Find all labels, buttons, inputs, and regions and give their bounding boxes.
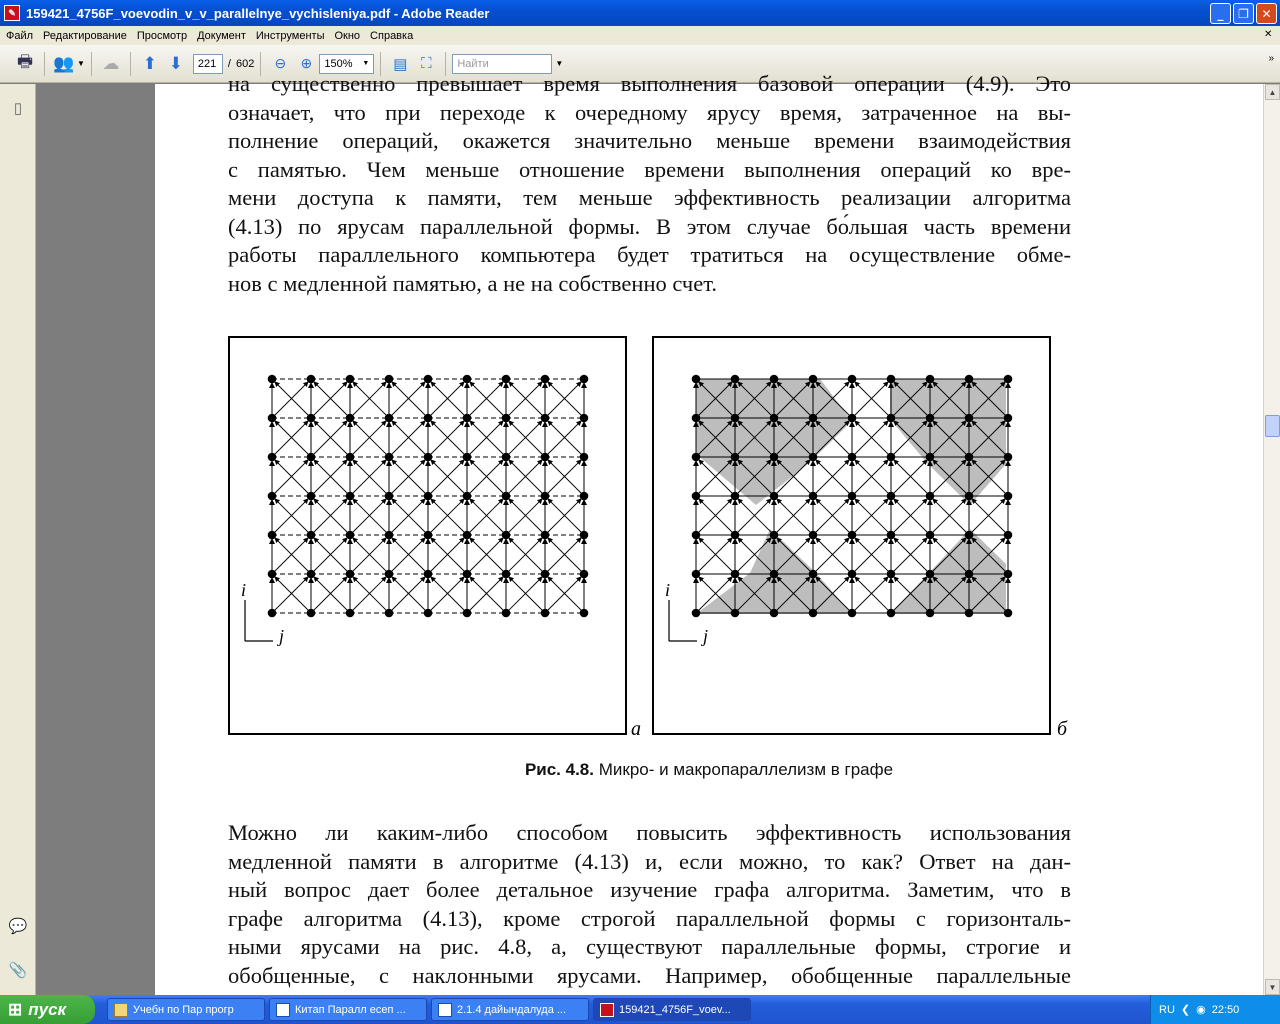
graph-node xyxy=(1004,609,1013,618)
graph-node xyxy=(965,609,974,618)
graph-node xyxy=(268,609,277,618)
text-line: Можно ли каким-либо способом повысить эффективность использования xyxy=(228,820,1071,845)
graph-node xyxy=(848,609,857,618)
graph-node xyxy=(385,609,394,618)
scroll-thumb[interactable] xyxy=(1265,415,1280,437)
toolbar-expand-icon[interactable]: » xyxy=(1268,53,1274,64)
graph-node xyxy=(1004,453,1013,462)
figure-4-8 xyxy=(155,324,1263,784)
pdf-icon xyxy=(600,1003,614,1017)
paragraph-2 xyxy=(228,819,1071,990)
panel-b-axis-j: j xyxy=(703,626,709,646)
prev-page-icon[interactable]: ⬆ xyxy=(142,53,158,73)
collab-icon[interactable]: ☁ xyxy=(102,53,120,73)
share-dropdown-icon[interactable]: ▼ xyxy=(77,59,85,68)
graph-node xyxy=(502,609,511,618)
text-line: мени доступа к памяти, тем меньше эффективность реализации алгоритма xyxy=(228,185,1071,210)
panel-a-axis-i: i xyxy=(241,580,247,600)
language-indicator[interactable]: RU xyxy=(1159,1003,1175,1016)
restore-button[interactable]: ❐ xyxy=(1233,3,1254,24)
graph-node xyxy=(731,609,740,618)
graph-node xyxy=(580,414,589,423)
share-icon[interactable]: 👥 xyxy=(53,53,75,73)
minimize-button[interactable]: _ xyxy=(1210,3,1231,24)
close-button[interactable]: ✕ xyxy=(1256,3,1277,24)
taskbar-item-adobe-reader[interactable] xyxy=(593,998,751,1021)
caption-text: Микро- и макропараллелизм в графе xyxy=(598,760,894,779)
text-line: означает, что при переходе к очередному ярусу время, затраченное на вы- xyxy=(228,99,1071,125)
task-label: Учебн по Пар прогр xyxy=(133,1003,234,1016)
menu-window[interactable]: Окно xyxy=(334,29,361,42)
graph-node xyxy=(1004,492,1013,501)
graph-node xyxy=(770,609,779,618)
task-label: 2.1.4 дайындалуда ... xyxy=(457,1003,567,1016)
next-page-icon[interactable]: ⬇ xyxy=(168,53,184,73)
task-label: 159421_4756F_voev... xyxy=(619,1003,731,1016)
find-dropdown-icon[interactable]: ▼ xyxy=(555,59,564,68)
title-bar xyxy=(0,0,1280,26)
taskbar xyxy=(0,995,1280,1024)
graph-node xyxy=(580,570,589,579)
fit-width-icon[interactable]: ▤ xyxy=(393,55,408,73)
panel-b-label: б xyxy=(1057,718,1068,740)
page-number-input[interactable]: 221 xyxy=(193,54,223,74)
taskbar-item-folder[interactable] xyxy=(107,998,265,1021)
task-label: Китап Паралл есеп ... xyxy=(295,1003,406,1016)
page-total: 602 xyxy=(235,57,255,70)
start-label: пуск xyxy=(28,999,67,1019)
graph-node xyxy=(809,609,818,618)
fit-page-icon[interactable]: ⛶ xyxy=(421,55,432,72)
text-line: медленной памяти в алгоритме (4.13) и, если можно, то как? Ответ на дан- xyxy=(228,848,1071,874)
text-line: нов с медленной памятью, а не на собственно счет. xyxy=(228,270,717,296)
zoom-out-icon[interactable]: ⊖ xyxy=(274,55,287,71)
system-tray xyxy=(1150,995,1280,1024)
zoom-in-icon[interactable]: ⊕ xyxy=(300,55,313,71)
graph-node xyxy=(887,609,896,618)
zoom-dropdown-icon: ▼ xyxy=(362,60,370,67)
attachments-icon[interactable]: 📎 xyxy=(8,962,28,979)
vertical-scrollbar[interactable] xyxy=(1263,84,1280,995)
folder-icon xyxy=(114,1003,128,1017)
panel-b-axis-i: i xyxy=(665,580,671,600)
text-line: графе алгоритма (4.13), кроме строгой параллельной формы с горизонталь- xyxy=(228,905,1071,931)
navigation-pane xyxy=(0,84,36,995)
scroll-down-arrow[interactable]: ▼ xyxy=(1265,979,1280,995)
print-icon[interactable]: 🖶 xyxy=(16,52,34,71)
pdf-app-icon: ✎ xyxy=(4,5,20,21)
graph-node xyxy=(580,609,589,618)
graph-node xyxy=(580,453,589,462)
taskbar-item-word-2[interactable] xyxy=(431,998,589,1021)
panel-a-axis-j: j xyxy=(279,626,285,646)
graph-node xyxy=(580,531,589,540)
menu-document[interactable]: Документ xyxy=(197,29,246,42)
text-line: обобщенные, с наклонными ярусами. Например, обобщенные параллельные xyxy=(228,962,1071,988)
menu-edit[interactable]: Редактирование xyxy=(43,29,127,42)
menu-bar xyxy=(0,26,1280,45)
window-title: 159421_4756F_voevodin_v_v_parallelnye_vychisleniya.pdf - Adobe Reader xyxy=(26,5,490,21)
graph-node xyxy=(1004,570,1013,579)
comments-icon[interactable]: 💬 xyxy=(8,918,28,935)
graph-node xyxy=(346,609,355,618)
pages-icon[interactable]: ▯ xyxy=(13,100,23,117)
panel-a-label: а xyxy=(631,718,641,740)
text-line: полнение операций, окажется значительно меньше времени взаимодействия xyxy=(228,128,1071,153)
scroll-up-arrow[interactable]: ▲ xyxy=(1265,84,1280,100)
graph-node xyxy=(1004,375,1013,384)
zoom-value: 150% xyxy=(324,57,353,70)
text-line: с памятью. Чем меньше отношение времени выполнения операций ко вре- xyxy=(228,156,1071,182)
paragraph-1 xyxy=(228,70,1071,298)
graph-node xyxy=(580,375,589,384)
figure-caption xyxy=(155,760,1263,780)
menu-file[interactable]: Файл xyxy=(6,29,34,42)
graph-node xyxy=(424,609,433,618)
menu-tools[interactable]: Инструменты xyxy=(255,29,325,42)
graph-node xyxy=(926,609,935,618)
find-placeholder: Найти xyxy=(457,57,489,70)
text-line: ными ярусами на рис. 4.8, а, существуют параллельные формы, строгие и xyxy=(228,934,1071,959)
word-doc-icon xyxy=(438,1003,452,1017)
close-doc-icon[interactable]: ✕ xyxy=(1264,29,1273,40)
graph-node xyxy=(1004,414,1013,423)
page-separator: / xyxy=(227,57,231,70)
taskbar-item-word-1[interactable] xyxy=(269,998,427,1021)
graph-node xyxy=(580,492,589,501)
network-icon[interactable]: ◉ xyxy=(1196,1004,1206,1016)
text-line: работы параллельного компьютера будет тратиться на осуществление обме- xyxy=(228,242,1071,267)
text-line: (4.13) по ярусам параллельной формы. В этом случае бо́льшая часть времени xyxy=(228,213,1071,239)
graph-node xyxy=(307,609,316,618)
text-line: на существенно превышает время выполнения базовой операции (4.9). Это xyxy=(228,71,1071,96)
word-doc-icon xyxy=(276,1003,290,1017)
tray-arrow-icon[interactable]: ❮ xyxy=(1180,1004,1191,1016)
windows-logo-icon: ⊞ xyxy=(8,999,23,1019)
graph-node xyxy=(1004,531,1013,540)
menu-help[interactable]: Справка xyxy=(370,29,414,42)
start-button[interactable] xyxy=(0,995,95,1024)
menu-view[interactable]: Просмотр xyxy=(136,29,188,42)
graph-node xyxy=(692,609,701,618)
text-line: ный вопрос дает более детальное изучение графа алгоритма. Заметим, что в xyxy=(228,877,1071,902)
caption-label: Рис. 4.8. xyxy=(524,760,594,779)
graph-node xyxy=(463,609,472,618)
graph-node xyxy=(541,609,550,618)
pdf-page xyxy=(155,71,1263,995)
clock: 22:50 xyxy=(1211,1003,1240,1016)
